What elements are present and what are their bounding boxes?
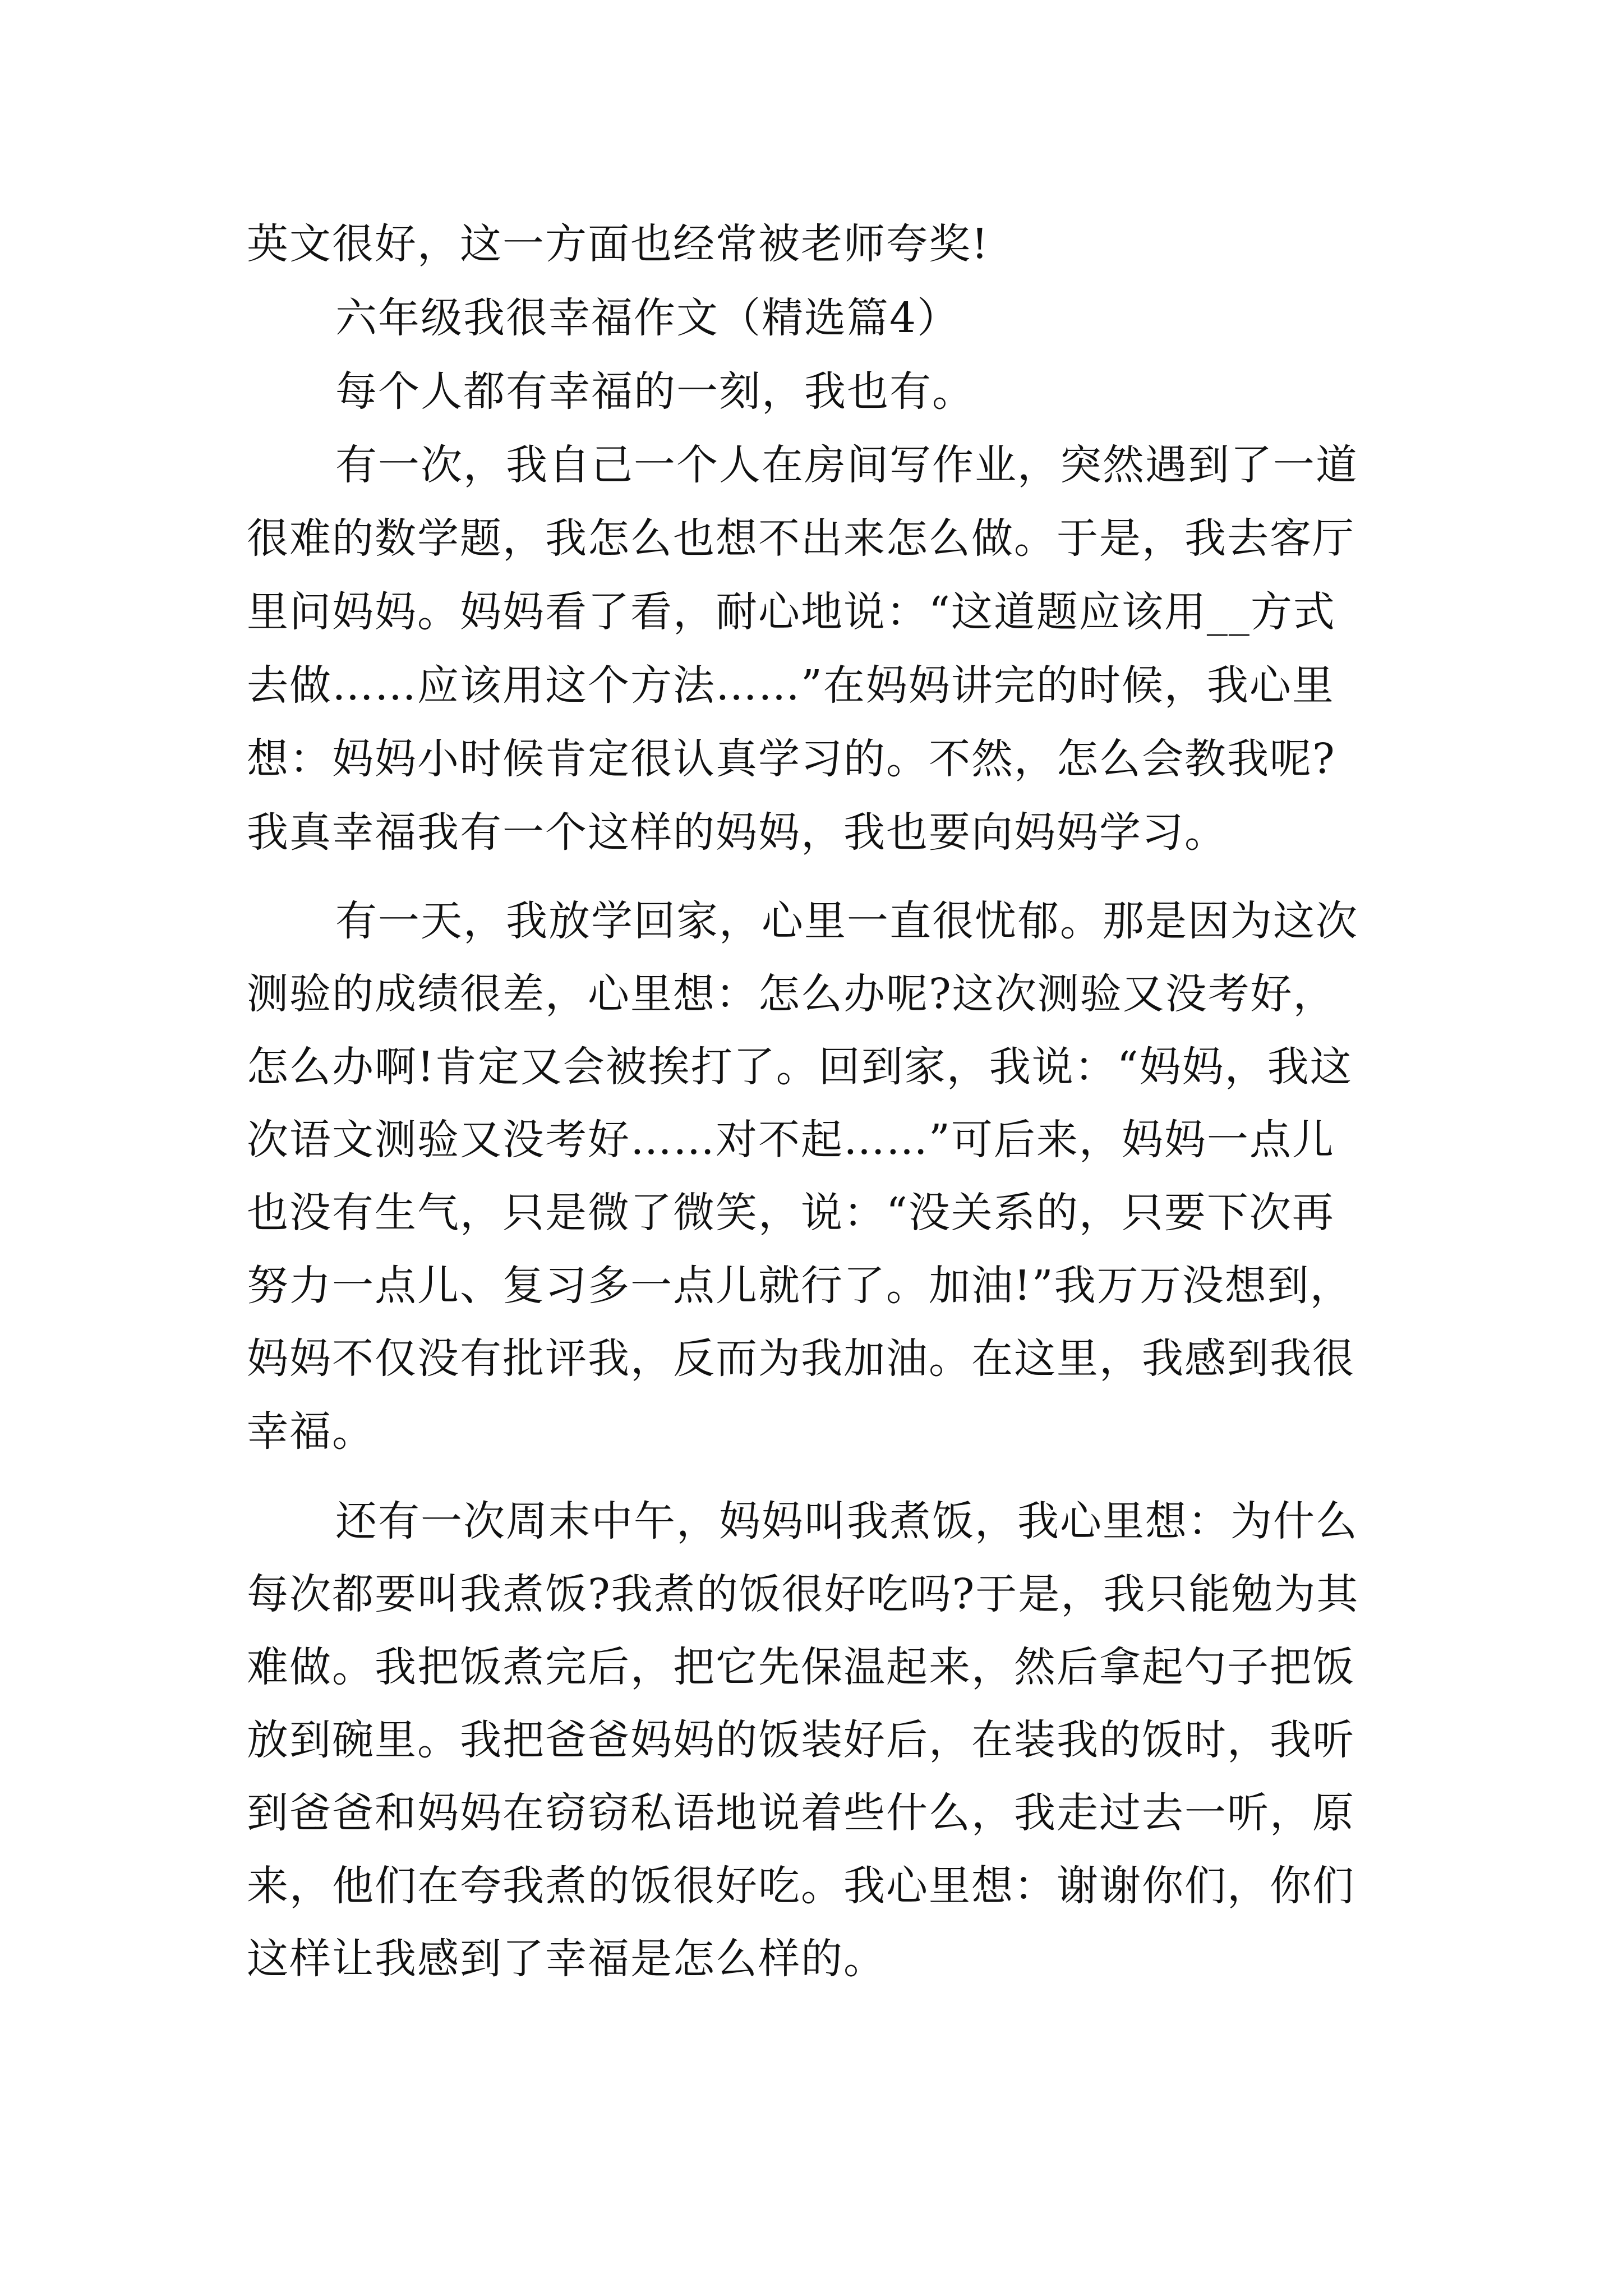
text-line: 还有一次周末中午，妈妈叫我煮饭，我心里想：为什么: [335, 1497, 1358, 1545]
section-heading: 六年级我很幸福作文（精选篇4）: [335, 294, 960, 342]
text-line: 难做。我把饭煮完后，把它先保温起来，然后拿起勺子把饭: [247, 1643, 1355, 1691]
text-line: 测验的成绩很差，心里想：怎么办呢?这次测验又没考好，: [247, 970, 1336, 1018]
text-line: 也没有生气，只是微了微笑，说：“没关系的，只要下次再: [247, 1189, 1335, 1237]
text-line: 来，他们在夸我煮的饭很好吃。我心里想：谢谢你们，你们: [247, 1862, 1355, 1910]
text-line: 想：妈妈小时候肯定很认真学习的。不然，怎么会教我呢?: [247, 735, 1336, 783]
text-line: 努力一点儿、复习多一点儿就行了。加油!”我万万没想到，: [247, 1262, 1353, 1310]
text-line: 次语文测验又没考好……对不起……”可后来，妈妈一点儿: [247, 1116, 1335, 1164]
text-line: 幸福。: [247, 1407, 375, 1456]
text-line: 里问妈妈。妈妈看了看，耐心地说：“这道题应该用__方式: [247, 588, 1336, 636]
text-line: 怎么办啊!肯定又会被挨打了。回到家，我说：“妈妈，我这: [247, 1043, 1353, 1091]
text-line: 放到碗里。我把爸爸妈妈的饭装好后，在装我的饭时，我听: [247, 1716, 1355, 1764]
text-line: 妈妈不仅没有批评我，反而为我加油。在这里，我感到我很: [247, 1335, 1355, 1383]
text-line: 每个人都有幸福的一刻，我也有。: [335, 367, 975, 416]
text-line: 英文很好，这一方面也经常被老师夸奖!: [247, 220, 989, 268]
text-line: 很难的数学题，我怎么也想不出来怎么做。于是，我去客厅: [247, 514, 1355, 563]
text-line: 有一天，我放学回家，心里一直很忧郁。那是因为这次: [335, 897, 1358, 945]
text-line: 这样让我感到了幸福是怎么样的。: [247, 1935, 886, 1983]
text-line: 有一次，我自己一个人在房间写作业，突然遇到了一道: [335, 441, 1358, 489]
text-line: 每次都要叫我煮饭?我煮的饭很好吃吗?于是，我只能勉为其: [247, 1570, 1359, 1618]
text-line: 我真幸福我有一个这样的妈妈，我也要向妈妈学习。: [247, 808, 1227, 857]
text-line: 去做……应该用这个方法……”在妈妈讲完的时候，我心里: [247, 661, 1335, 710]
text-line: 到爸爸和妈妈在窃窃私语地说着些什么，我走过去一听，原: [247, 1789, 1355, 1837]
